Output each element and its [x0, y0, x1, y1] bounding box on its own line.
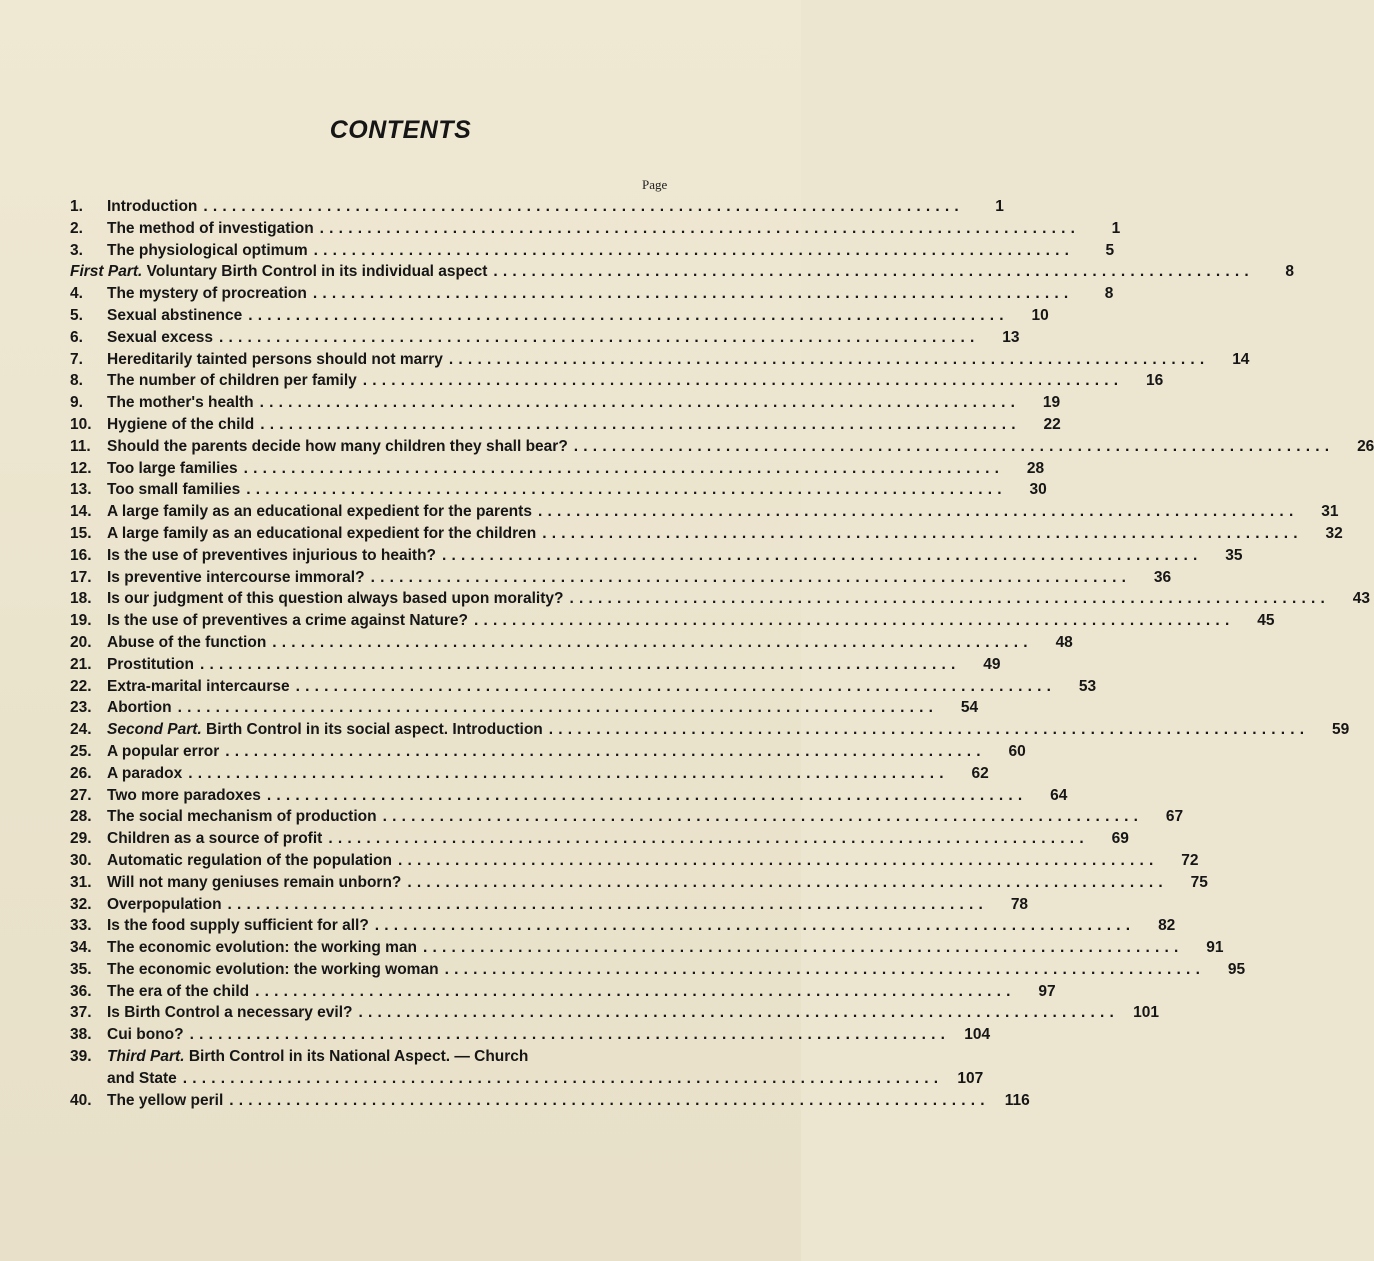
- toc-entry-number: 1.: [70, 198, 83, 215]
- toc-page-number: 45: [1257, 612, 1275, 630]
- dot-leader: ................................................................................: [473, 612, 1235, 630]
- toc-entry-text: A paradox: [107, 764, 183, 782]
- toc-entry: [70, 1024, 991, 1046]
- toc-entry-number: 29.: [70, 830, 92, 848]
- toc-entry-number: 18.: [70, 590, 92, 608]
- toc-entry-number: 37.: [70, 1004, 92, 1022]
- toc-page-number: 53: [1078, 677, 1097, 695]
- dot-leader: ................................................................................: [295, 677, 1057, 695]
- toc-entry-title: [107, 501, 532, 523]
- toc-entry-number: 28.: [70, 808, 92, 826]
- toc-entry-text: A large family as an educational expedient for the parents: [107, 503, 532, 521]
- dot-leader: ................................................................................: [398, 851, 1159, 869]
- toc-entry-title: [107, 915, 369, 937]
- toc-entry-title: [107, 436, 568, 458]
- toc-entry-title: [107, 458, 238, 480]
- toc-entry-text: The mother's health: [107, 394, 254, 412]
- toc-entry-number: 5.: [70, 306, 83, 324]
- toc-entry: [70, 370, 1164, 392]
- toc-entry-title: [107, 741, 219, 763]
- toc-entry-title: [107, 654, 194, 676]
- toc-entry-number: 4.: [70, 285, 83, 303]
- toc-entry: [70, 719, 1350, 741]
- toc-entry: [70, 240, 1115, 262]
- toc-entry-number: 21.: [70, 655, 92, 673]
- toc-entry-text: Is the use of preventives injurious to heaith?: [107, 546, 437, 564]
- dot-leader: ................................................................................: [362, 372, 1124, 390]
- dot-leader: ................................................................................: [573, 437, 1335, 455]
- dot-leader: ................................................................................: [407, 873, 1168, 891]
- toc-page-number: 16: [1146, 372, 1164, 390]
- dot-leader: ................................................................................: [182, 1069, 944, 1087]
- toc-entry-text: Sexual abstinence: [107, 306, 243, 324]
- dot-leader: ................................................................................: [255, 982, 1016, 1000]
- toc-entry-title: [107, 305, 242, 327]
- toc-entry-title: [107, 981, 249, 1003]
- toc-entry-text: Hygiene of the child: [107, 415, 255, 433]
- toc-page-number: 75: [1190, 873, 1208, 891]
- toc-entry-text: Voluntary Birth Control in its individual aspect: [142, 263, 488, 281]
- toc-entry-text: Hereditarily tainted persons should not marry: [107, 350, 443, 368]
- toc-entry-text: Prostitution: [107, 655, 194, 673]
- toc-entry-text: Birth Control in its social aspect. Introduction: [201, 721, 543, 739]
- toc-page-number: 116: [1004, 1091, 1030, 1109]
- toc-entry-number: 2.: [70, 219, 83, 237]
- toc-page-number: 107: [957, 1069, 984, 1087]
- dot-leader: ................................................................................: [203, 198, 964, 215]
- toc-entry-title: [107, 327, 213, 349]
- toc-entry-text: The era of the child: [107, 982, 250, 1000]
- toc-entry-text: Is Birth Control a necessary evil?: [107, 1004, 353, 1022]
- toc-page-number: 32: [1325, 524, 1343, 542]
- toc-entry: [70, 632, 1073, 654]
- toc-entry: [70, 283, 1114, 305]
- toc-entry-title: [107, 479, 240, 501]
- dot-leader: ................................................................................: [542, 524, 1303, 542]
- toc-entry-text: The yellow peril: [107, 1091, 224, 1109]
- toc-entry-text: Is our judgment of this question always based upon morality?: [107, 590, 564, 608]
- toc-page-number: 54: [960, 699, 979, 717]
- toc-entry: [70, 327, 1020, 349]
- toc-part-heading: First Part.: [70, 263, 143, 281]
- toc-entry-title: [107, 872, 401, 894]
- dot-leader: ................................................................................: [374, 917, 1136, 935]
- toc-page-number: 62: [971, 764, 989, 782]
- toc-page-number: 101: [1133, 1004, 1160, 1022]
- toc-entry-number: 8.: [70, 372, 83, 390]
- toc-entry-text: Overpopulation: [107, 895, 222, 913]
- toc-page-number: 59: [1332, 721, 1350, 739]
- dot-leader: ................................................................................: [188, 764, 949, 782]
- toc-entry-number: 31.: [70, 873, 92, 891]
- toc-entry: [70, 305, 1049, 327]
- dot-leader: ................................................................................: [219, 328, 980, 346]
- dot-leader: ................................................................................: [423, 939, 1184, 957]
- toc-entry-title: [107, 850, 392, 872]
- toc-entry-title: [107, 676, 290, 698]
- toc-entry-number: 24.: [70, 721, 92, 739]
- toc-page-number: 28: [1026, 459, 1045, 477]
- toc-entry: [70, 959, 1246, 981]
- toc-entry-number: 27.: [70, 786, 92, 804]
- toc-entry-number: 7.: [70, 350, 83, 368]
- toc-page-number: 35: [1225, 546, 1243, 564]
- toc-entry-text: Abortion: [107, 699, 172, 717]
- toc-page-number: 14: [1232, 350, 1250, 368]
- toc-entry-text: Will not many geniuses remain unborn?: [107, 873, 402, 891]
- toc-entry-title: [107, 610, 468, 632]
- toc-entry-title: [107, 567, 365, 589]
- toc-entry: [70, 458, 1045, 480]
- toc-page-number: 97: [1038, 982, 1056, 1000]
- toc-entry-title: [107, 1068, 177, 1090]
- toc-entry: [70, 1046, 670, 1068]
- toc-entry: [70, 850, 1199, 872]
- toc-entry-title: [107, 240, 308, 262]
- page-title: CONTENTS: [329, 116, 472, 144]
- dot-leader: ................................................................................: [442, 546, 1203, 564]
- toc-entry: [70, 501, 1339, 523]
- toc-entry-title: [107, 806, 377, 828]
- toc-page-number: 82: [1158, 917, 1176, 935]
- toc-entry: [70, 196, 1004, 218]
- toc-page-number: 72: [1181, 851, 1199, 869]
- toc-page-number: 78: [1010, 895, 1029, 913]
- toc-entry: [70, 479, 1047, 501]
- toc-page-number: 104: [964, 1026, 991, 1044]
- toc-entry-text: Automatic regulation of the population: [107, 851, 393, 869]
- toc-entry-text: Too large families: [107, 459, 238, 477]
- toc-entry-text: Is the food supply sufficient for all?: [107, 917, 369, 935]
- toc-entry: [70, 610, 1275, 632]
- toc-entry: [70, 697, 979, 719]
- toc-entry-number: 6.: [70, 328, 83, 346]
- toc-entry-number: 22.: [70, 677, 92, 695]
- toc-part-heading: Second Part.: [107, 721, 202, 739]
- dot-leader: ................................................................................: [548, 721, 1310, 739]
- toc-entry-text: The economic evolution: the working man: [107, 939, 418, 957]
- toc-entry: [70, 414, 1061, 436]
- toc-entry-title: [107, 392, 254, 414]
- toc-entry-title: [107, 785, 261, 807]
- toc-entry-title: [107, 719, 543, 741]
- toc-entry-text: Two more paradoxes: [107, 786, 261, 804]
- toc-entry-number: 39.: [70, 1048, 92, 1066]
- toc-entry: [70, 894, 1029, 916]
- toc-entry-text: Too small families: [107, 481, 241, 499]
- dot-leader: ................................................................................: [382, 808, 1144, 826]
- toc-entry-title: [70, 261, 487, 283]
- toc-entry-title: [107, 218, 314, 240]
- toc-page-number: 43: [1352, 590, 1370, 608]
- toc-entry-title: [107, 414, 254, 436]
- toc-entry-title: [107, 697, 172, 719]
- toc-page-number: 8: [1285, 263, 1294, 281]
- toc-entry-number: 23.: [70, 699, 92, 717]
- toc-page-number: 5: [1105, 241, 1115, 259]
- toc-entry-title: [107, 283, 307, 305]
- toc-entry: [70, 741, 1026, 763]
- toc-entry-title: [107, 196, 197, 218]
- toc-entry: [70, 1068, 984, 1090]
- toc-entry-number: 9.: [70, 394, 83, 412]
- toc-entry-number: 36.: [70, 982, 92, 1000]
- toc-page-number: 49: [983, 655, 1001, 673]
- toc-page-number: 1: [1111, 219, 1121, 237]
- toc-entry: [70, 567, 1172, 589]
- toc-entry: [70, 915, 1176, 937]
- dot-leader: ................................................................................: [313, 241, 1075, 259]
- dot-leader: ................................................................................: [444, 960, 1206, 978]
- toc-entry: [70, 545, 1243, 567]
- dot-leader: ................................................................................: [246, 481, 1007, 499]
- dot-leader: ................................................................................: [448, 350, 1210, 368]
- toc-entry-text: The social mechanism of production: [107, 808, 377, 826]
- toc-entry: [70, 676, 1097, 698]
- toc-entry-number: 3.: [70, 241, 83, 259]
- toc-entry-number: 20.: [70, 633, 92, 651]
- toc-entry-text: Sexual excess: [107, 328, 214, 346]
- dot-leader: ................................................................................: [312, 285, 1074, 303]
- toc-page-number: 60: [1008, 742, 1026, 760]
- toc-entry-text: Is preventive intercourse immoral?: [107, 568, 365, 586]
- toc-entry-title: [107, 763, 182, 785]
- toc-entry-number: 26.: [70, 764, 92, 782]
- toc-entry-title: [107, 894, 222, 916]
- page-column-label: Page: [642, 177, 668, 192]
- toc-page-number: 31: [1321, 503, 1339, 521]
- toc-entry: [70, 828, 1129, 850]
- toc-entry-text: The number of children per family: [107, 372, 357, 390]
- dot-leader: ................................................................................: [243, 459, 1005, 477]
- toc-entry-number: 17.: [70, 568, 92, 586]
- toc-entry-text: Birth Control in its National Aspect. — Church: [184, 1048, 529, 1066]
- toc-page-number: 13: [1002, 328, 1020, 346]
- toc-entry-number: 35.: [70, 960, 92, 978]
- toc-entry-title: [107, 545, 436, 567]
- toc-entry: [70, 937, 1224, 959]
- toc-entry: [70, 436, 1374, 458]
- toc-page-number: 95: [1227, 960, 1246, 978]
- dot-leader: ................................................................................: [266, 786, 1028, 804]
- dot-leader: ................................................................................: [537, 503, 1299, 521]
- toc-entry: [70, 981, 1056, 1003]
- toc-entry-text: Children as a source of profit: [107, 830, 323, 848]
- toc-page-number: 69: [1111, 830, 1129, 848]
- toc-entry-text: Abuse of the function: [107, 633, 267, 651]
- toc-entry-text: The economic evolution: the working woman: [107, 960, 439, 978]
- toc-entry-number: 19.: [70, 612, 92, 630]
- dot-leader: ................................................................................: [229, 1091, 990, 1109]
- toc-entry-title: [107, 632, 266, 654]
- dot-leader: ................................................................................: [248, 306, 1009, 324]
- toc-page-number: 1: [995, 198, 1004, 215]
- dot-leader: ................................................................................: [358, 1004, 1120, 1022]
- toc-part-heading: Third Part.: [107, 1048, 185, 1066]
- dot-leader: ................................................................................: [569, 590, 1330, 608]
- toc-entry-title: [107, 828, 322, 850]
- toc-page-number: 67: [1165, 808, 1184, 826]
- toc-page-number: 8: [1104, 285, 1114, 303]
- dot-leader: ................................................................................: [177, 699, 939, 717]
- toc-entry-number: 13.: [70, 481, 92, 499]
- dot-leader: ................................................................................: [370, 568, 1132, 586]
- dot-leader: ................................................................................: [227, 895, 989, 913]
- toc-entry: [70, 349, 1250, 371]
- toc-entry-number: 38.: [70, 1026, 92, 1044]
- dot-leader: ................................................................................: [272, 633, 1033, 651]
- toc-page-number: 64: [1050, 786, 1068, 804]
- toc-entry-number: 15.: [70, 524, 92, 542]
- toc-entry: [70, 261, 1294, 283]
- toc-page-number: 10: [1031, 306, 1049, 324]
- toc-page-number: 19: [1042, 394, 1061, 412]
- toc-entry-text: A large family as an educational expedient for the children: [107, 524, 537, 542]
- toc-entry-title: [107, 959, 439, 981]
- dot-leader: ................................................................................: [328, 830, 1089, 848]
- toc-entry: [70, 218, 1121, 240]
- toc-page-number: 91: [1206, 939, 1224, 957]
- toc-entry-number: 16.: [70, 546, 92, 564]
- toc-entry: [70, 654, 1001, 676]
- toc-entry-text: Is the use of preventives a crime against Nature?: [107, 612, 468, 630]
- toc-entry: [70, 1002, 1160, 1024]
- toc-entry-text: The mystery of procreation: [107, 285, 307, 303]
- toc-entry-text: Extra-marital intercaurse: [107, 677, 290, 695]
- toc-entry-title: [107, 370, 357, 392]
- toc-entry-number: 34.: [70, 939, 92, 957]
- toc-entry-title: [107, 1024, 184, 1046]
- toc-entry-title: [107, 523, 536, 545]
- toc-entry-number: 25.: [70, 742, 92, 760]
- toc-entry-text: Introduction: [107, 198, 198, 215]
- toc-entry-title: [107, 1046, 528, 1068]
- toc-page-number: 22: [1043, 415, 1061, 433]
- dot-leader: ................................................................................: [199, 655, 961, 673]
- toc-entry-number: 10.: [70, 415, 92, 433]
- toc-entry: [70, 785, 1068, 807]
- toc-entry-title: [107, 937, 417, 959]
- toc-entry: [70, 588, 1370, 610]
- dot-leader: ................................................................................: [260, 415, 1021, 433]
- toc-page-number: 36: [1153, 568, 1172, 586]
- dot-leader: ................................................................................: [319, 219, 1081, 237]
- toc-entry-title: [107, 588, 563, 610]
- toc-entry: [70, 872, 1208, 894]
- toc-entry-text: The physiological optimum: [107, 241, 308, 259]
- dot-leader: ................................................................................: [225, 742, 986, 760]
- toc-entry-text: and State: [107, 1069, 177, 1087]
- toc-entry: [70, 1090, 1030, 1112]
- toc-entry-text: A popular error: [107, 742, 220, 760]
- toc-entry-text: The method of investigation: [107, 219, 314, 237]
- table-of-contents: [70, 196, 1374, 1111]
- toc-entry: [70, 806, 1184, 828]
- toc-page-number: 26: [1357, 437, 1374, 455]
- toc-entry: [70, 523, 1343, 545]
- toc-entry-text: Cui bono?: [107, 1026, 184, 1044]
- dot-leader: ................................................................................: [493, 263, 1254, 281]
- toc-entry-text: Should the parents decide how many children they shall bear?: [107, 437, 568, 455]
- toc-entry-title: [107, 1090, 223, 1112]
- toc-entry-title: [107, 349, 443, 371]
- toc-entry-title: [107, 1002, 353, 1024]
- toc-entry-number: 33.: [70, 917, 92, 935]
- toc-entry-number: 40.: [70, 1091, 92, 1109]
- toc-entry-number: 14.: [70, 503, 92, 521]
- toc-entry-number: 12.: [70, 459, 92, 477]
- toc-entry-number: 30.: [70, 851, 92, 869]
- toc-page-number: 30: [1029, 481, 1047, 499]
- dot-leader: ................................................................................: [259, 394, 1021, 412]
- toc-entry: [70, 392, 1061, 414]
- toc-entry: [70, 763, 989, 785]
- toc-entry-number: 32.: [70, 895, 92, 913]
- toc-page-number: 48: [1055, 633, 1073, 651]
- dot-leader: ................................................................................: [189, 1026, 951, 1044]
- toc-entry-number: 11.: [70, 437, 91, 455]
